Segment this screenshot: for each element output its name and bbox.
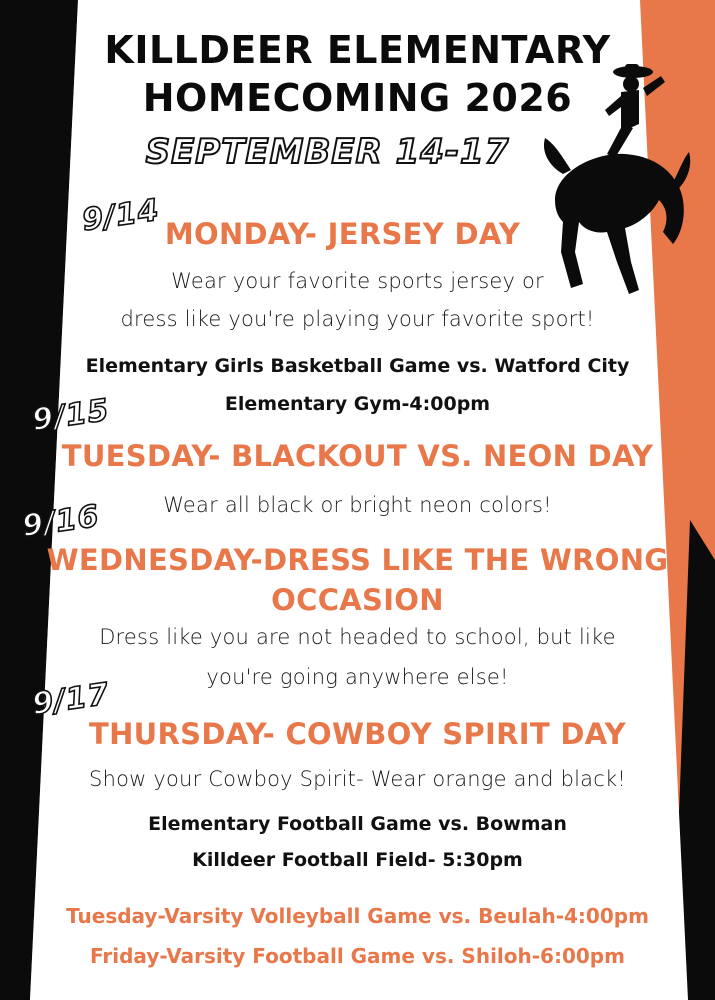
day-heading: WEDNESDAY-DRESS LIKE THE WRONG <box>46 543 669 577</box>
title-line-2: HOMECOMING 2026 <box>142 76 573 120</box>
day-heading: OCCASION <box>271 583 444 617</box>
day-event: Elementary Girls Basketball Game vs. Watford City <box>85 355 630 377</box>
day-date-tag: 9/14 <box>79 192 162 239</box>
day-heading: MONDAY- JERSEY DAY <box>164 217 521 251</box>
day-event: Elementary Gym-4:00pm <box>224 393 491 415</box>
day-event: Killdeer Football Field- 5:30pm <box>192 849 523 871</box>
day-description: Dress like you are not headed to school, but like <box>99 625 616 649</box>
day-description: Show your Cowboy Spirit- Wear orange and black! <box>89 767 626 791</box>
day-description: Wear all black or bright neon colors! <box>163 493 552 517</box>
day-date-tag: 9/16 <box>19 498 102 545</box>
day-heading: THURSDAY- COWBOY SPIRIT DAY <box>89 717 626 751</box>
varsity-game: Friday-Varsity Football Game vs. Shiloh-6:00pm <box>90 944 625 968</box>
varsity-game: Tuesday-Varsity Volleyball Game vs. Beulah-4:00pm <box>66 904 649 928</box>
day-description: dress like you're playing your favorite sport! <box>120 307 595 331</box>
day-heading: TUESDAY- BLACKOUT VS. NEON DAY <box>61 439 654 473</box>
event-dates: SEPTEMBER 14-17 <box>145 132 510 172</box>
day-date-tag: 9/15 <box>29 392 112 439</box>
day-event: Elementary Football Game vs. Bowman <box>148 813 567 835</box>
day-description: Wear your favorite sports jersey or <box>171 269 544 293</box>
day-description: you're going anywhere else! <box>206 665 509 689</box>
title-line-1: KILLDEER ELEMENTARY <box>104 28 611 72</box>
day-date-tag: 9/17 <box>29 676 112 723</box>
